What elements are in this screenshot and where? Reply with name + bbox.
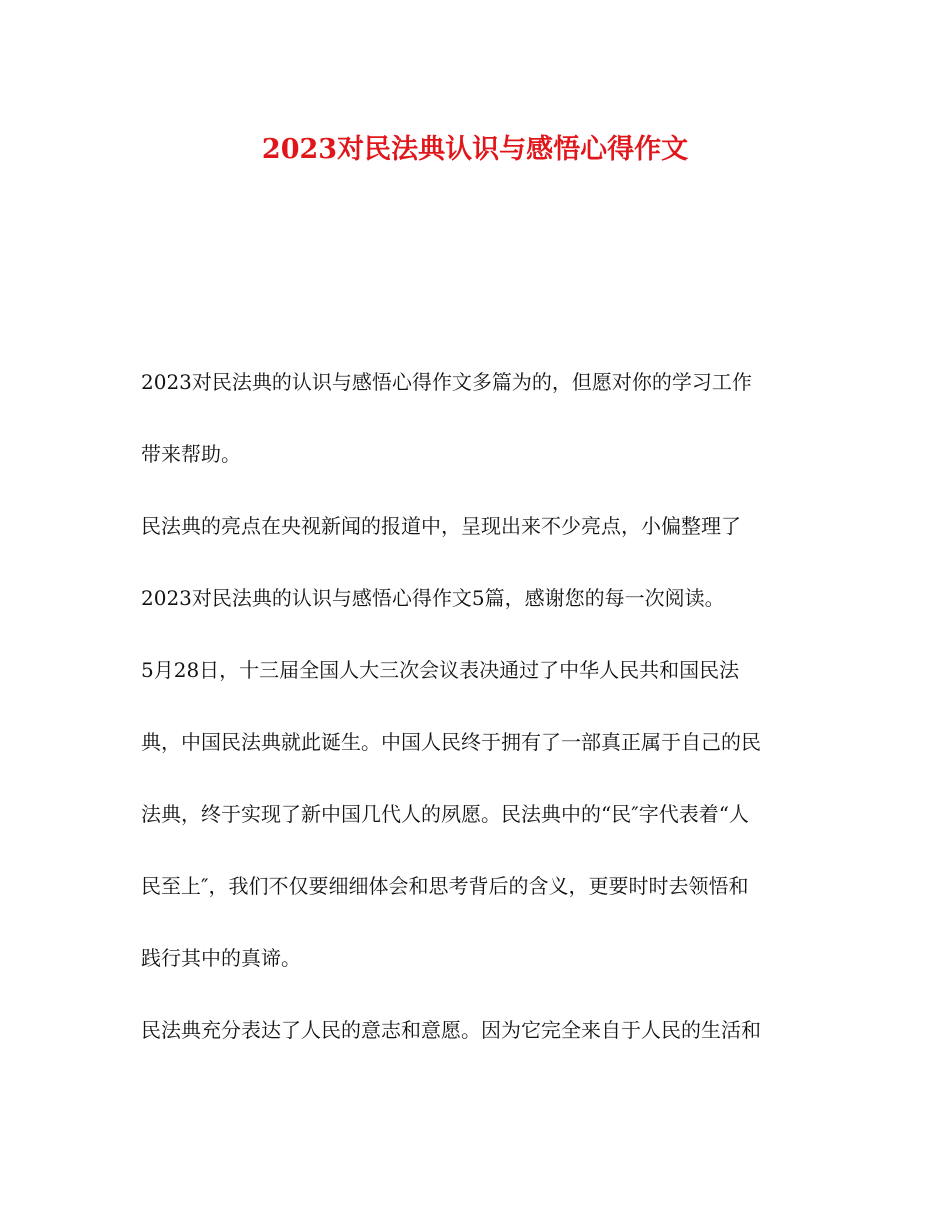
text-line: 民法典的亮点在央视新闻的报道中，呈现出来不少亮点，小偏整理了 bbox=[141, 514, 741, 538]
text-line: 民至上″，我们不仅要细细体会和思考背后的含义，更要时时去领悟和 bbox=[141, 874, 749, 898]
text-line: 典，中国民法典就此诞生。中国人民终于拥有了一部真正属于自己的民 bbox=[141, 730, 761, 754]
document-body bbox=[141, 362, 816, 1082]
text-line: 民法典充分表达了人民的意志和意愿。因为它完全来自于人民的生活和 bbox=[141, 1018, 761, 1042]
text-line: 带来帮助。 bbox=[141, 442, 241, 466]
text-line: 2023对民法典的认识与感悟心得作文5篇，感谢您的每一次阅读。 bbox=[141, 586, 725, 610]
text-line: 2023对民法典的认识与感悟心得作文多篇为的，但愿对你的学习工作 bbox=[141, 370, 752, 394]
text-line: 践行其中的真谛。 bbox=[141, 946, 301, 970]
text-line: 5月28日，十三届全国人大三次会议表决通过了中华人民共和国民法 bbox=[141, 658, 740, 682]
document-title: 2023对民法典认识与感悟心得作文 bbox=[261, 134, 689, 165]
text-line: 法典，终于实现了新中国几代人的夙愿。民法典中的“民″字代表着“人 bbox=[141, 802, 749, 826]
